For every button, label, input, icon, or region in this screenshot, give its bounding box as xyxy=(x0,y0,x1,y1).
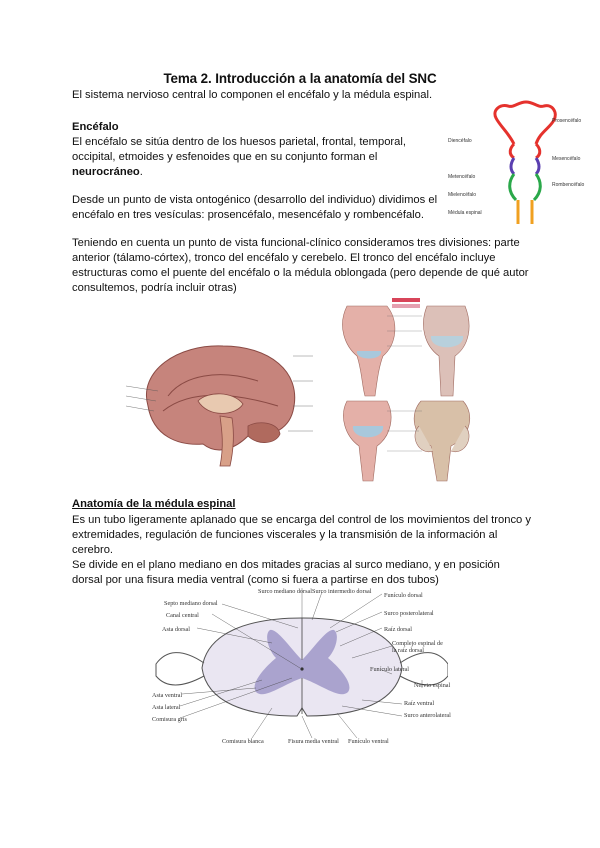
brain-sagittal-illustration xyxy=(108,336,323,476)
intro-paragraph: El sistema nervioso central lo componen el encéfalo y la médula espinal. xyxy=(72,89,433,101)
label-surco-mediano-dorsal: Surco mediano dorsal xyxy=(258,588,312,595)
label-diencefalo: Diencéfalo xyxy=(448,138,472,144)
label-metencefalo: Metencéfalo xyxy=(448,174,476,180)
label-surco-anterolateral: Surco anterolateral xyxy=(404,712,451,719)
medula-vesicle xyxy=(518,200,532,224)
rombencefalo-vesicle xyxy=(510,174,541,200)
mesencefalo-vesicle xyxy=(511,158,539,174)
neurocraneo-period: . xyxy=(139,166,143,178)
label-funiculo-ventral: Funículo ventral xyxy=(348,738,389,745)
medula-line-2: extremidades, regulación de funciones viscerales y la transmisión de la información al xyxy=(72,529,498,541)
label-prosencefalo: Prosencéfalo xyxy=(552,118,582,124)
page-title: Tema 2. Introducción a la anatomía del SNC xyxy=(163,71,437,86)
encefalo-line-2: occipital, etmoides y esfenoides que en su conjunto forman el xyxy=(72,151,378,163)
medula-line-1: Es un tubo ligeramente aplanado que se encarga del control de los movimientos del tronco y xyxy=(72,514,531,526)
label-raiz-dorsal: Raíz dorsal xyxy=(384,626,413,633)
label-asta-ventral: Asta ventral xyxy=(152,692,183,699)
label-asta-dorsal: Asta dorsal xyxy=(162,626,191,633)
label-comisura-blanca: Comisura blanca xyxy=(222,738,264,745)
label-surco-posterolateral: Surco posterolateral xyxy=(384,610,434,617)
label-surco-intermedio-dorsal: Surco intermedio dorsal xyxy=(312,588,372,595)
vesicle-diagram xyxy=(448,96,600,226)
label-rombencefalo: Rombencéfalo xyxy=(552,182,585,188)
ontogenic-line-2: encéfalo en tres vesículas: prosencéfalo, mesencéfalo y rombencéfalo. xyxy=(72,209,424,221)
spinal-cord-cross-section xyxy=(152,588,451,746)
ontogenic-line-1: Desde un punto de vista ontogénico (desarrollo del individuo) dividimos el xyxy=(72,194,438,206)
label-mielencefalo: Mielencéfalo xyxy=(448,192,477,198)
functional-line-4: consultemos, podría incluir otras) xyxy=(72,282,237,294)
label-complejo-espinal: Complejo espinal de la raíz dorsal xyxy=(392,640,443,654)
label-funiculo-dorsal: Funículo dorsal xyxy=(384,592,423,599)
functional-line-2: anterior (tálamo-córtex), tronco del encéfalo y cerebelo. El tronco del encéfalo incluye xyxy=(72,252,496,264)
label-mesencefalo: Mesencéfalo xyxy=(552,156,581,162)
label-funiculo-lateral: Funículo lateral xyxy=(370,666,410,673)
medula-line-4: Se divide en el plano mediano en dos mitades gracias al surco mediano, y en posición xyxy=(72,559,500,571)
label-raiz-ventral: Raíz ventral xyxy=(404,700,435,707)
label-septo-mediano-dorsal: Septo mediano dorsal xyxy=(164,600,218,607)
label-medula-espinal: Médula espinal xyxy=(448,210,482,216)
medula-line-3: cerebro. xyxy=(72,544,114,556)
label-nervio-espinal: Nervio espinal xyxy=(414,682,451,689)
prosencefalo-vesicle xyxy=(495,102,555,144)
functional-line-3: estructuras como el puente del encéfalo o la médula oblongada (pero depende de qué autor xyxy=(72,267,529,279)
encefalo-line-3 xyxy=(72,165,422,181)
neurocraneo-term: neurocráneo xyxy=(72,166,140,178)
label-asta-lateral: Asta lateral xyxy=(152,704,181,711)
label-canal-central: Canal central xyxy=(166,612,199,619)
label-fisura-media-ventral: Fisura media ventral xyxy=(288,738,339,745)
encefalo-line-1: El encéfalo se sitúa dentro de los huesos parietal, frontal, temporal, xyxy=(72,136,406,148)
functional-line-1: Teniendo en cuenta un punto de vista funcional-clínico consideramos tres divisiones: parte xyxy=(72,237,520,249)
label-comisura-gris: Comisura gris xyxy=(152,716,187,723)
brainstem-illustrations xyxy=(327,296,487,486)
medula-heading: Anatomía de la médula espinal xyxy=(72,498,236,510)
encefalo-heading: Encéfalo xyxy=(72,121,119,133)
medula-line-5: dorsal por una fisura media ventral (como si fuera a partirse en dos tubos) xyxy=(72,574,439,586)
